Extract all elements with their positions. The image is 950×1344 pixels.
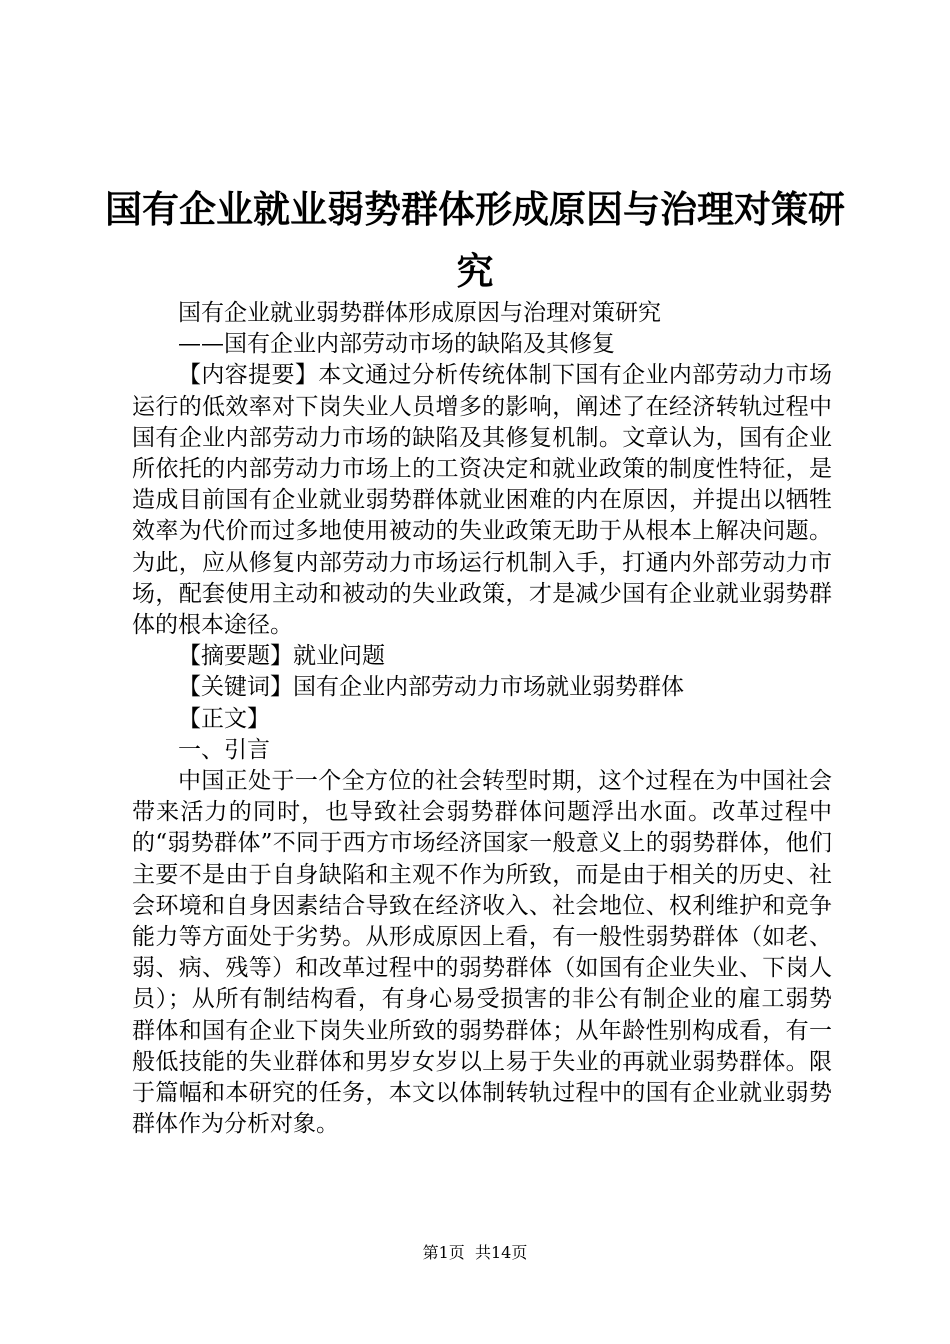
topic-line: 【摘要题】就业问题 [178, 643, 385, 670]
body-label: 【正文】 [178, 705, 270, 732]
document-body [132, 298, 832, 1140]
subtitle-dash-line: ——国有企业内部劳动市场的缺陷及其修复 [178, 331, 615, 358]
document-title: 国有企业就业弱势群体形成原因与治理对策研究 [105, 187, 845, 293]
intro-paragraph: 中国正处于一个全方位的社会转型时期，这个过程在为中国社会带来活力的同时，也导致社会弱势群体问题浮出水面。改革过程中的“弱势群体”不同于西方市场经济国家一般意义上的弱势群体，他们主要不是由于自身缺陷和主观不作为所致，而是由于相关的历史、社会环境和自身因素结合导致在经济收入、社会地位、权利维护和竞争能力等方面处于劣势。从形成原因上看，有一般性弱势群体（如老、弱、病、残等）和改革过程中的弱势群体（如国有企业失业、下岗人员）；从所有制结构看，有身心易受损害的非公有制企业的雇工弱势群体和国有企业下岗失业所致的弱势群体；从年龄性别构成看，有一般低技能的失业群体和男岁女岁以上易于失业的再就业弱势群体。限于篇幅和本研究的任务，本文以体制转轨过程中的国有企业就业弱势群体作为分析对象。 [132, 768, 832, 1138]
page-number: 第1页 [422, 1243, 465, 1262]
page-footer [0, 1243, 950, 1263]
keywords-line: 【关键词】国有企业内部劳动力市场就业弱势群体 [178, 674, 684, 701]
section-heading: 一、引言 [178, 736, 270, 763]
abstract-paragraph: 【内容提要】本文通过分析传统体制下国有企业内部劳动力市场运行的低效率对下岗失业人员增多的影响，阐述了在经济转轨过程中国有企业内部劳动力市场的缺陷及其修复机制。文章认为，国有企业所依托的内部劳动力市场上的工资决定和就业政策的制度性特征，是造成目前国有企业就业弱势群体就业困难的内在原因，并提出以牺牲效率为代价而过多地使用被动的失业政策无助于从根本上解决问题。为此，应从修复内部劳动力市场运行机制入手，打通内外部劳动力市场，配套使用主动和被动的失业政策，才是减少国有企业就业弱势群体的根本途径。 [132, 362, 832, 639]
page-total: 共14页 [474, 1243, 528, 1262]
subtitle-line: 国有企业就业弱势群体形成原因与治理对策研究 [178, 300, 661, 326]
